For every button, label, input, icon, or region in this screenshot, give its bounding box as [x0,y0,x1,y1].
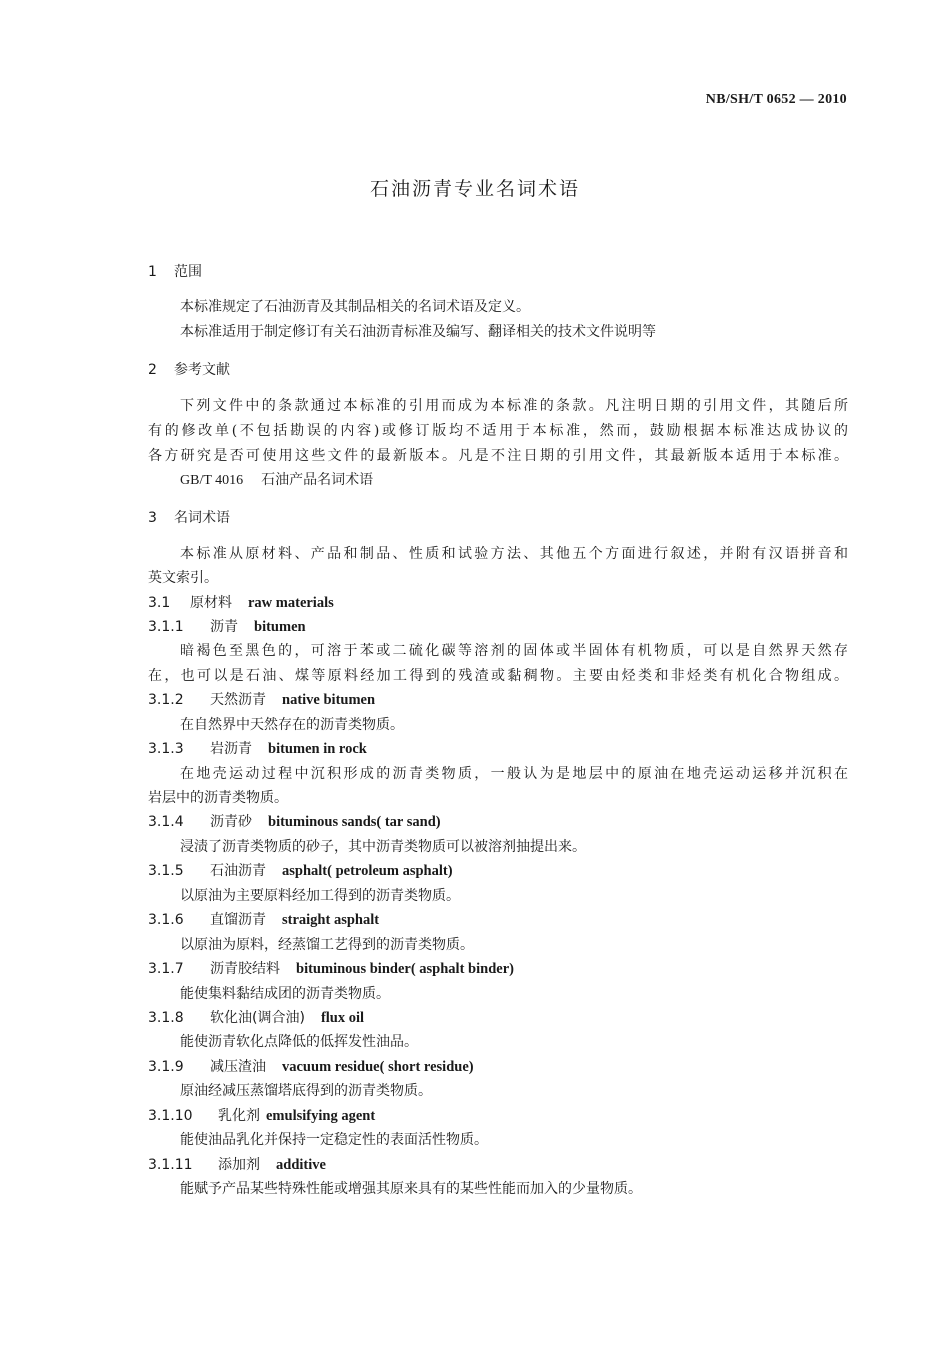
term-number: 3.1.9 [148,1059,184,1075]
term-english: asphalt( petroleum asphalt) [282,863,453,879]
term-chinese: 软化油(调合油) [210,1010,305,1026]
paragraph: 本标准适用于制定修订有关石油沥青标准及编写、翻译相关的技术文件说明等 [180,324,656,340]
term-english: bituminous sands( tar sand) [268,814,441,830]
subsection-heading [148,593,334,613]
term-english: emulsifying agent [266,1108,376,1124]
term-heading [148,812,441,832]
term-english: additive [276,1157,326,1173]
term-chinese: 沥青 [210,619,238,635]
paragraph-line: 各方研究是否可使用这些文件的最新版本。凡是不注日期的引用文件，其最新版本适用于本标准。 [148,448,848,464]
term-heading [148,959,514,979]
term-number: 3.1.3 [148,741,184,757]
term-heading [148,1057,474,1077]
term-number: 3.1.8 [148,1010,184,1026]
section-title: 参考文献 [174,362,230,378]
section-2-heading [148,360,230,380]
term-english: bitumen in rock [268,741,367,757]
reference-title: 石油产品名词术语 [261,472,374,488]
term-definition: 暗褐色至黑色的，可溶于苯或二硫化碳等溶剂的固体或半固体有机物质，可以是自然界天然存 [180,643,848,659]
term-heading [148,617,306,637]
term-definition: 在，也可以是石油、煤等原料经加工得到的残渣或黏稠物。主要由烃类和非烃类有机化合物组成。 [148,668,848,684]
section-title: 范围 [174,264,202,280]
paragraph-line: 有的修改单(不包括勘误的内容)或修订版均不适用于本标准，然而，鼓励根据本标准达成协议的 [148,423,848,439]
document-title: 石油沥青专业名词术语 [369,178,580,200]
term-number: 3.1.5 [148,863,184,879]
section-title: 名词术语 [174,510,230,526]
paragraph-line: 下列文件中的条款通过本标准的引用而成为本标准的条款。凡注明日期的引用文件，其随后所 [180,398,848,414]
term-heading [148,1008,364,1028]
term-chinese: 添加剂 [218,1157,260,1173]
term-number: 3.1.10 [148,1108,193,1124]
term-definition: 能使沥青软化点降低的低挥发性油品。 [180,1034,418,1050]
term-number: 3.1.7 [148,961,184,977]
term-heading [148,910,379,930]
term-heading [148,861,453,881]
section-1-heading [148,262,202,282]
reference-code: GB/T 4016 [180,473,244,488]
term-english: bitumen [254,619,306,635]
paragraph-line: 本标准从原材料、产品和制品、性质和试验方法、其他五个方面进行叙述，并附有汉语拼音和 [180,546,848,562]
term-chinese: 乳化剂 [218,1108,260,1124]
term-definition: 能赋予产品某些特殊性能或增强其原来具有的某些性能而加入的少量物质。 [180,1181,642,1197]
paragraph-line: 英文索引。 [148,570,218,586]
term-definition: 浸渍了沥青类物质的砂子，其中沥青类物质可以被溶剂抽提出来。 [180,839,586,855]
term-definition: 在地壳运动过程中沉积形成的沥青类物质，一般认为是地层中的原油在地壳运动运移并沉积在 [180,766,848,782]
term-chinese: 原材料 [190,595,232,611]
term-definition: 能使集料黏结成团的沥青类物质。 [180,986,390,1002]
term-english: flux oil [320,1010,365,1026]
term-english: raw materials [248,595,334,611]
reference-entry [180,470,373,491]
term-definition: 能使油品乳化并保持一定稳定性的表面活性物质。 [180,1132,488,1148]
term-english: native bitumen [282,692,376,708]
term-chinese: 沥青胶结料 [210,961,280,977]
section-number: 1 [148,264,157,280]
term-chinese: 减压渣油 [210,1059,266,1075]
document-code: NB/SH/T 0652 — 2010 [705,92,847,107]
term-chinese: 直馏沥青 [210,912,266,928]
term-number: 3.1.4 [148,814,184,830]
term-number: 3.1.2 [148,692,184,708]
section-number: 2 [148,362,157,378]
term-definition: 以原油为主要原料经加工得到的沥青类物质。 [180,888,460,904]
term-definition: 原油经减压蒸馏塔底得到的沥青类物质。 [180,1083,432,1099]
term-heading [148,739,367,759]
term-number: 3.1.6 [148,912,184,928]
term-chinese: 沥青砂 [210,814,252,830]
term-english: vacuum residue( short residue) [282,1059,474,1075]
section-number: 3 [148,510,157,526]
term-definition: 在自然界中天然存在的沥青类物质。 [180,717,404,733]
term-heading [148,1106,375,1126]
term-number: 3.1.1 [148,619,184,635]
term-english: straight asphalt [282,912,380,928]
term-heading [148,1155,326,1175]
term-definition: 以原油为原料，经蒸馏工艺得到的沥青类物质。 [180,937,474,953]
term-number: 3.1.11 [148,1157,193,1173]
term-definition: 岩层中的沥青类物质。 [148,790,288,806]
term-chinese: 天然沥青 [210,692,266,708]
term-heading [148,690,375,710]
paragraph: 本标准规定了石油沥青及其制品相关的名词术语及定义。 [180,299,530,315]
term-english: bituminous binder( asphalt binder) [296,961,514,977]
term-chinese: 石油沥青 [210,863,266,879]
term-number: 3.1 [148,595,171,611]
term-chinese: 岩沥青 [210,741,252,757]
section-3-heading [148,508,230,528]
